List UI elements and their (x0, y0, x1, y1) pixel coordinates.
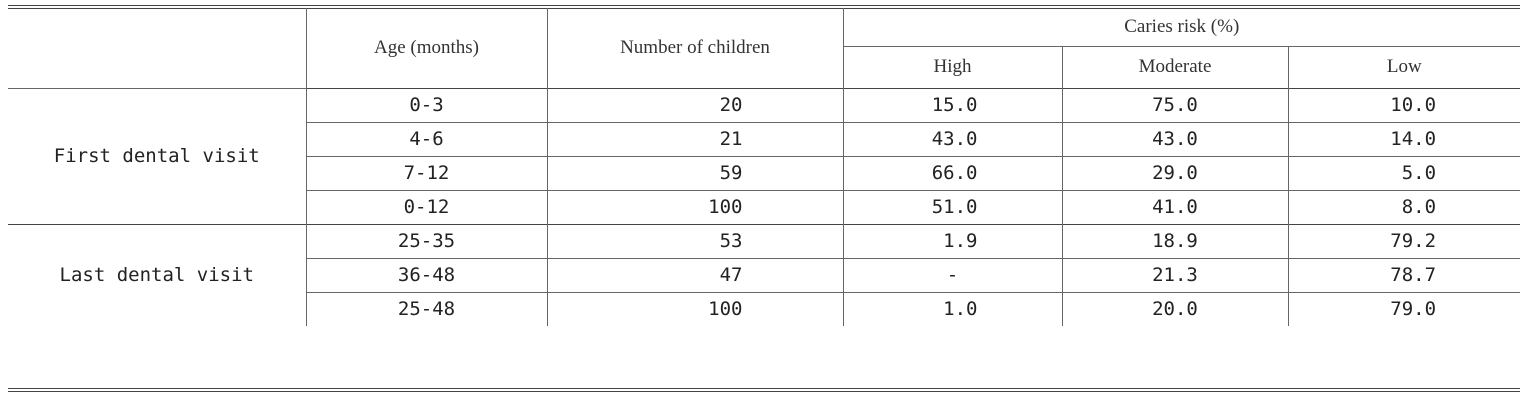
cell-number: 47 (547, 258, 843, 292)
cell-age: 25-48 (306, 292, 547, 326)
cell-moderate: 43.0 (1062, 122, 1288, 156)
cell-number: 100 (547, 190, 843, 224)
table-row (8, 224, 1520, 258)
cell-low: 79.0 (1288, 292, 1520, 326)
cell-moderate: 20.0 (1062, 292, 1288, 326)
cell-moderate: 41.0 (1062, 190, 1288, 224)
cell-high: - (843, 258, 1062, 292)
cell-high: 51.0 (843, 190, 1062, 224)
header-number-of-children: Number of children (547, 8, 843, 88)
cell-moderate: 18.9 (1062, 224, 1288, 258)
cell-moderate: 75.0 (1062, 88, 1288, 122)
header-moderate: Moderate (1062, 46, 1288, 88)
header-blank-cell (8, 8, 306, 88)
table-top-rule (8, 5, 1520, 6)
cell-number: 53 (547, 224, 843, 258)
cell-low: 14.0 (1288, 122, 1520, 156)
cell-age: 0-3 (306, 88, 547, 122)
cell-number: 100 (547, 292, 843, 326)
cell-number: 21 (547, 122, 843, 156)
cell-high: 1.9 (843, 224, 1062, 258)
cell-low: 8.0 (1288, 190, 1520, 224)
cell-low: 5.0 (1288, 156, 1520, 190)
cell-age: 25-35 (306, 224, 547, 258)
header-caries-risk: Caries risk (%) (843, 8, 1520, 46)
caries-risk-table (8, 8, 1520, 326)
cell-number: 20 (547, 88, 843, 122)
header-row-1 (8, 8, 1520, 46)
cell-moderate: 21.3 (1062, 258, 1288, 292)
table-bottom-rule-outer (8, 391, 1520, 392)
table-row (8, 88, 1520, 122)
table-bottom-rule (8, 388, 1520, 389)
cell-low: 79.2 (1288, 224, 1520, 258)
cell-high: 15.0 (843, 88, 1062, 122)
cell-high: 1.0 (843, 292, 1062, 326)
cell-number: 59 (547, 156, 843, 190)
cell-age: 4-6 (306, 122, 547, 156)
cell-moderate: 29.0 (1062, 156, 1288, 190)
cell-age: 0-12 (306, 190, 547, 224)
header-high: High (843, 46, 1062, 88)
cell-high: 66.0 (843, 156, 1062, 190)
header-low: Low (1288, 46, 1520, 88)
header-age: Age (months) (306, 8, 547, 88)
cell-high: 43.0 (843, 122, 1062, 156)
cell-age: 36-48 (306, 258, 547, 292)
group-last-dental-visit: Last dental visit (8, 224, 306, 326)
cell-low: 10.0 (1288, 88, 1520, 122)
cell-low: 78.7 (1288, 258, 1520, 292)
group-first-dental-visit: First dental visit (8, 88, 306, 224)
cell-age: 7-12 (306, 156, 547, 190)
